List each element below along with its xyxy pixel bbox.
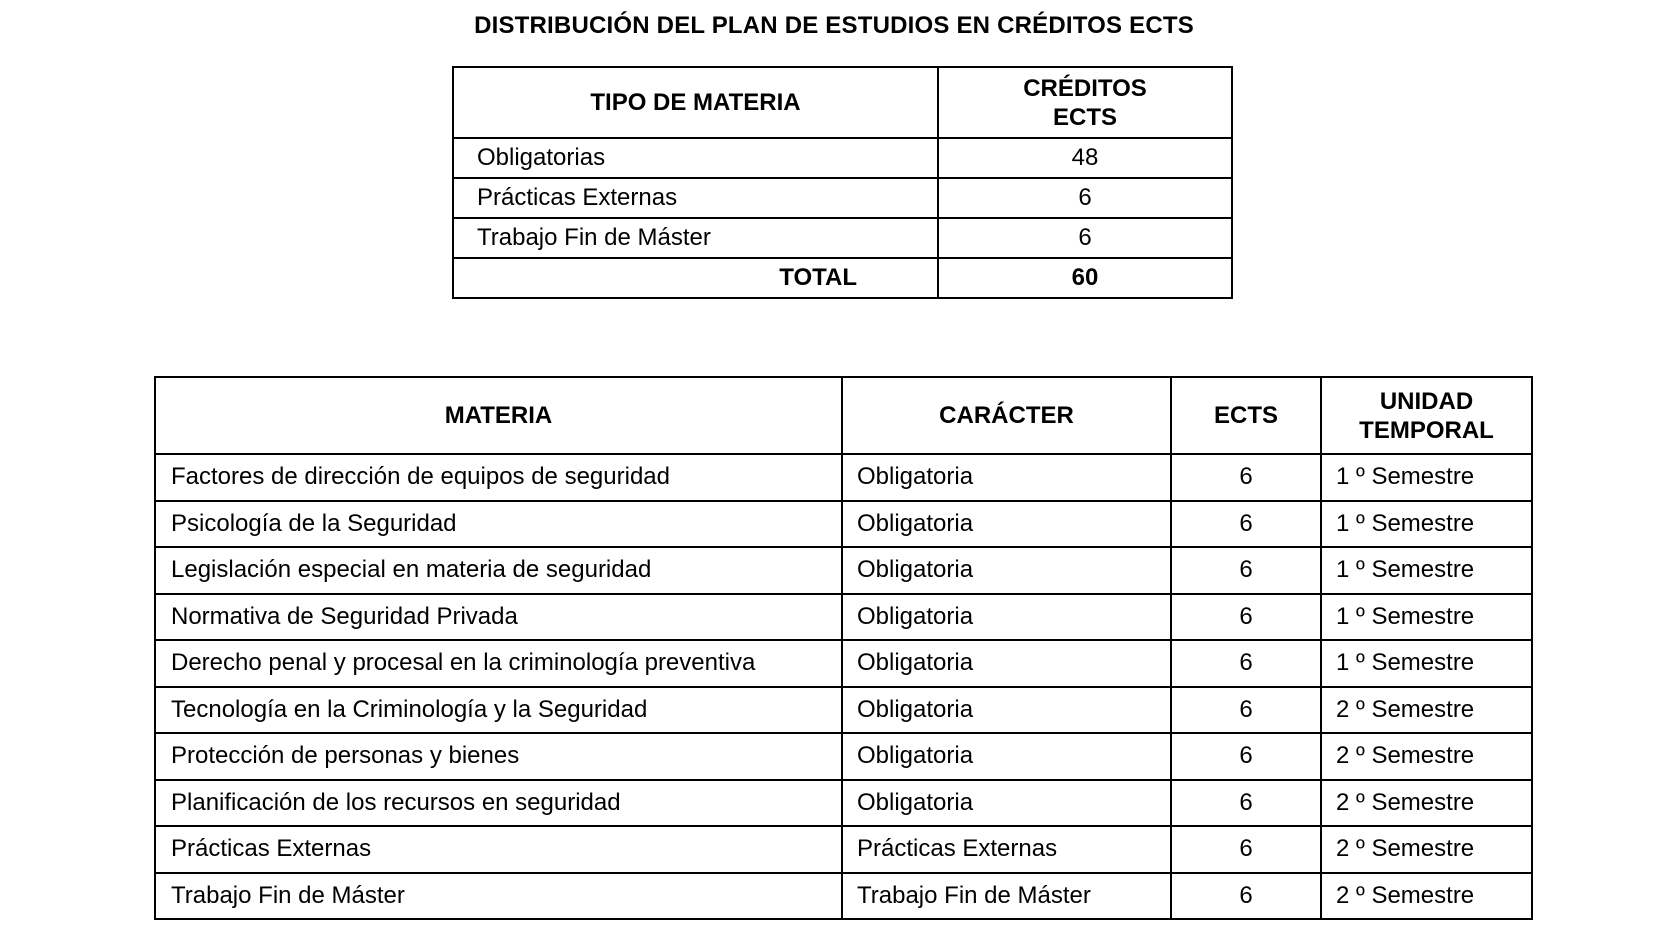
table-row (155, 547, 1532, 594)
header-tipo-materia: TIPO DE MATERIA (453, 67, 938, 138)
materia-cell: Protección de personas y bienes (155, 733, 842, 780)
table-row (155, 454, 1532, 501)
table-row (155, 873, 1532, 920)
ects-cell: 6 (1171, 640, 1321, 687)
materia-cell: Factores de dirección de equipos de seguridad (155, 454, 842, 501)
summary-creditos-cell: 6 (938, 178, 1232, 218)
summary-tipo-cell: Obligatorias (453, 138, 938, 178)
header-creditos-ects (938, 67, 1232, 138)
header-creditos-line2: ECTS (1052, 103, 1117, 131)
table-row (155, 501, 1532, 548)
ects-cell: 6 (1171, 547, 1321, 594)
credit-summary-table (452, 66, 1233, 299)
caracter-cell: Obligatoria (842, 501, 1171, 548)
header-unidad-line1: UNIDAD (1379, 387, 1474, 415)
materia-cell: Planificación de los recursos en seguridad (155, 780, 842, 827)
unidad-cell: 2 º Semestre (1321, 873, 1532, 920)
header-unidad-line2: TEMPORAL (1359, 416, 1494, 444)
materia-cell: Trabajo Fin de Máster (155, 873, 842, 920)
subjects-header-row (155, 377, 1532, 454)
table-row (155, 640, 1532, 687)
caracter-cell: Obligatoria (842, 780, 1171, 827)
caracter-cell: Trabajo Fin de Máster (842, 873, 1171, 920)
caracter-cell: Obligatoria (842, 594, 1171, 641)
summary-tipo-cell: Trabajo Fin de Máster (453, 218, 938, 258)
table-row (155, 826, 1532, 873)
ects-cell: 6 (1171, 873, 1321, 920)
header-caracter: CARÁCTER (842, 377, 1171, 454)
unidad-cell: 1 º Semestre (1321, 547, 1532, 594)
summary-total-label: TOTAL (453, 258, 938, 298)
summary-creditos-cell: 6 (938, 218, 1232, 258)
unidad-cell: 1 º Semestre (1321, 594, 1532, 641)
subjects-table (154, 376, 1533, 920)
unidad-cell: 2 º Semestre (1321, 826, 1532, 873)
caracter-cell: Obligatoria (842, 733, 1171, 780)
summary-tipo-cell: Prácticas Externas (453, 178, 938, 218)
ects-cell: 6 (1171, 687, 1321, 734)
summary-total-value: 60 (938, 258, 1232, 298)
table-row (155, 687, 1532, 734)
unidad-cell: 1 º Semestre (1321, 501, 1532, 548)
ects-cell: 6 (1171, 454, 1321, 501)
summary-header-row (453, 67, 1232, 138)
materia-cell: Derecho penal y procesal en la criminología preventiva (155, 640, 842, 687)
ects-cell: 6 (1171, 733, 1321, 780)
table-row (155, 594, 1532, 641)
unidad-cell: 1 º Semestre (1321, 640, 1532, 687)
page-title: DISTRIBUCIÓN DEL PLAN DE ESTUDIOS EN CRÉDITOS ECTS (474, 12, 1194, 39)
ects-cell: 6 (1171, 780, 1321, 827)
materia-cell: Legislación especial en materia de seguridad (155, 547, 842, 594)
materia-cell: Psicología de la Seguridad (155, 501, 842, 548)
caracter-cell: Obligatoria (842, 640, 1171, 687)
caracter-cell: Obligatoria (842, 687, 1171, 734)
unidad-cell: 2 º Semestre (1321, 687, 1532, 734)
ects-cell: 6 (1171, 501, 1321, 548)
summary-row (453, 138, 1232, 178)
unidad-cell: 2 º Semestre (1321, 780, 1532, 827)
caracter-cell: Obligatoria (842, 547, 1171, 594)
materia-cell: Normativa de Seguridad Privada (155, 594, 842, 641)
header-creditos-line1: CRÉDITOS (1023, 74, 1147, 102)
table-row (155, 780, 1532, 827)
summary-row (453, 218, 1232, 258)
header-unidad-temporal (1321, 377, 1532, 454)
unidad-cell: 1 º Semestre (1321, 454, 1532, 501)
table-row (155, 733, 1532, 780)
ects-cell: 6 (1171, 594, 1321, 641)
summary-row (453, 178, 1232, 218)
summary-total-row (453, 258, 1232, 298)
materia-cell: Tecnología en la Criminología y la Seguridad (155, 687, 842, 734)
caracter-cell: Obligatoria (842, 454, 1171, 501)
unidad-cell: 2 º Semestre (1321, 733, 1532, 780)
ects-cell: 6 (1171, 826, 1321, 873)
caracter-cell: Prácticas Externas (842, 826, 1171, 873)
header-materia: MATERIA (155, 377, 842, 454)
materia-cell: Prácticas Externas (155, 826, 842, 873)
header-ects: ECTS (1171, 377, 1321, 454)
summary-creditos-cell: 48 (938, 138, 1232, 178)
